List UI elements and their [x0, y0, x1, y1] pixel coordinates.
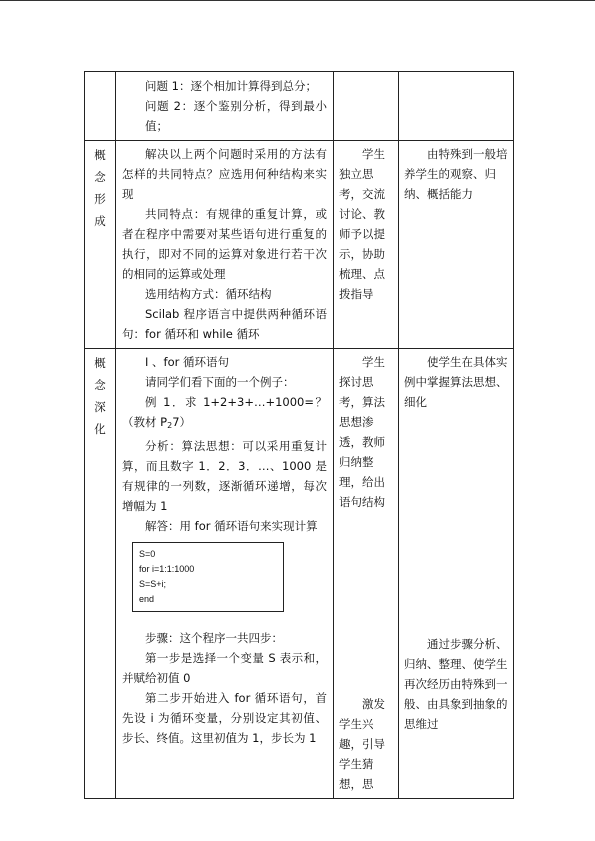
- problem-2-text: 问题 2：逐个鉴别分析，得到最小值；: [145, 99, 327, 133]
- common-feature-paragraph: 共同特点：有规律的重复计算，或者在程序中需要对某些语句进行重复的执行，即对不同的运算对象进行若干次的相同的运算或处理: [122, 207, 327, 281]
- table-row-problems: [85, 72, 514, 141]
- problems-cell: [116, 72, 334, 141]
- example-1: 例 1．求 1+2+3+…+1000=？ （教材 $P_27$）: [122, 395, 327, 430]
- scilab-loops-paragraph: Scilab 程序语言中提供两种循环语句：for 循环和 while 循环: [122, 307, 327, 341]
- for-loop-heading: Ⅰ 、for 循环语句: [145, 355, 230, 369]
- structure-choice-paragraph: 选用结构方式：循环结构: [145, 287, 272, 301]
- spacer: [122, 618, 327, 628]
- code-line: for i=1:1:1000: [139, 564, 195, 574]
- code-line: S=S+i;: [139, 579, 167, 589]
- student-activity-cell: [334, 141, 399, 349]
- spacer: [404, 412, 508, 634]
- problem-1-text: 问题 1：逐个相加计算得到总分；: [145, 79, 317, 93]
- concept-formation-content: [116, 141, 334, 349]
- student-activity-cell: [334, 349, 399, 799]
- student-cell-empty: [334, 72, 399, 141]
- analysis-paragraph: 分析：算法思想：可以采用重复计算，而且数字 1．2．3．…、1000 是有规律的一列数，逐渐循环递增，每次增幅为 1: [122, 439, 327, 513]
- lesson-plan-table: [84, 71, 514, 799]
- spacer: [339, 512, 393, 694]
- concept-deepening-content: [116, 349, 334, 799]
- table-row-concept-formation: [85, 141, 514, 349]
- code-line: S=0: [139, 549, 156, 559]
- design-intent-cell: [399, 141, 514, 349]
- page-top-rule: [0, 0, 595, 1]
- code-line: end: [139, 594, 155, 604]
- stage-cell-empty: [85, 72, 116, 141]
- steps-paragraph: 步骤：这个程序一共四步：: [145, 631, 283, 645]
- example-intro: 请同学们看下面的一个例子：: [145, 375, 295, 389]
- design-intent-text: 由特殊到一般培养学生的观察、归纳、概括能力: [404, 147, 508, 201]
- student-activity-text: 学生独立思考，交流讨论、教师予以提示，协助梳理、点拨指导: [339, 147, 385, 301]
- answer-paragraph: 解答：用 for 循环语句来实现计算: [145, 519, 318, 533]
- stage-concept-formation: 概 念 形 成: [85, 141, 116, 349]
- design-intent-text: 通过步骤分析、归纳、整理、使学生再次经历由特殊到一般、由具象到抽象的思维过: [404, 637, 508, 731]
- stage-concept-deepening: 概 念 深 化: [85, 349, 116, 799]
- student-activity-text: 激发学生兴趣，引导学生猜想，思: [339, 697, 385, 791]
- design-intent-text: 使学生在具体实例中掌握算法思想、细化: [404, 355, 508, 409]
- design-intent-cell: [399, 349, 514, 799]
- question-paragraph: 解决以上两个问题时采用的方法有怎样的共同特点？应选用何种结构来实现: [122, 147, 327, 201]
- student-activity-text: 学生探讨思考，算法思想渗透，教师归纳整理，给出语句结构: [339, 355, 385, 509]
- code-block: [132, 542, 284, 612]
- step-2-paragraph: 第二步开始进入 for 循环语句，首先设 i 为循环变量，分别设定其初值、步长、终值。这里初值为 1，步长为 1: [122, 691, 327, 745]
- intent-cell-empty: [399, 72, 514, 141]
- step-1-paragraph: 第一步是选择一个变量 S 表示和，并赋给初值 0: [122, 651, 327, 685]
- table-row-concept-deepening: [85, 349, 514, 799]
